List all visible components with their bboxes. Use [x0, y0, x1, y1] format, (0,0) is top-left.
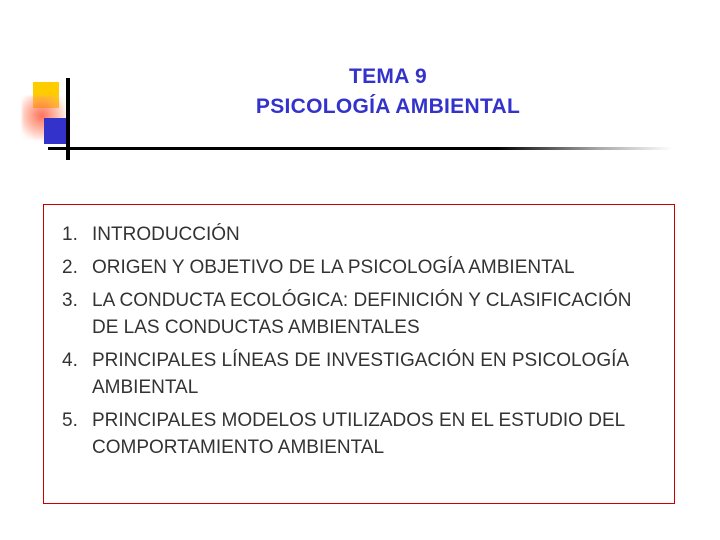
- list-item-number: 3.: [62, 290, 78, 311]
- list-item-label: PRINCIPALES MODELOS UTILIZADOS EN EL ESTUDIO DEL COMPORTAMIENTO AMBIENTAL: [92, 410, 625, 458]
- list-item-number: 2.: [62, 257, 78, 278]
- list-item-label: ORIGEN Y OBJETIVO DE LA PSICOLOGÍA AMBIENTAL: [92, 257, 575, 278]
- list-item-label: INTRODUCCIÓN: [92, 224, 240, 245]
- list-item-number: 4.: [62, 350, 78, 371]
- title-line-1: TEMA 9: [348, 65, 428, 88]
- page-title: [88, 62, 688, 122]
- list-item-number: 5.: [62, 410, 78, 431]
- list-item: [58, 254, 660, 281]
- list-item: [58, 221, 660, 248]
- title-underline-divider: [48, 147, 672, 150]
- list-item: [58, 347, 660, 401]
- list-item: [58, 287, 660, 341]
- title-line-2: PSICOLOGÍA AMBIENTAL: [255, 95, 521, 118]
- agenda-list: [58, 221, 660, 461]
- list-item: [58, 407, 660, 461]
- list-item-label: LA CONDUCTA ECOLÓGICA: DEFINICIÓN Y CLASIFICACIÓN DE LAS CONDUCTAS AMBIENTALES: [92, 290, 632, 338]
- list-item-label: PRINCIPALES LÍNEAS DE INVESTIGACIÓN EN PSICOLOGÍA AMBIENTAL: [92, 350, 629, 398]
- list-item-number: 1.: [62, 224, 78, 245]
- agenda-box: [43, 204, 675, 504]
